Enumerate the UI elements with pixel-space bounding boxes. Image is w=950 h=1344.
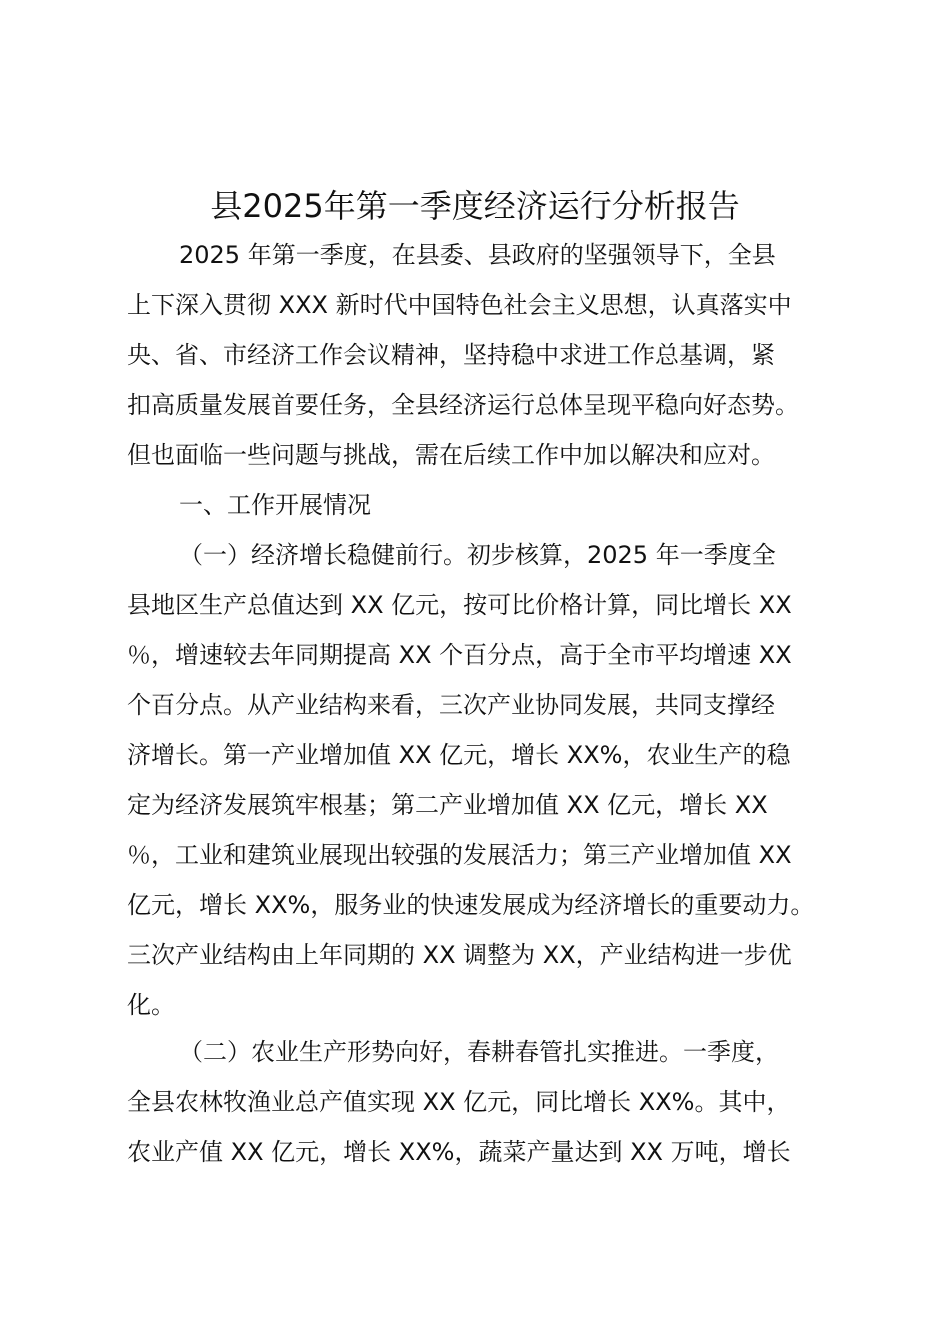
paragraph-agriculture [127,1027,839,1177]
text-line: 一、工作开展情况 [179,491,371,519]
text-line: 化。 [127,991,175,1019]
text-line: 但也面临一些问题与挑战，需在后续工作中加以解决和应对。 [127,441,775,469]
text-line: 三次产业结构由上年同期的 XX 调整为 XX，产业结构进一步优 [127,941,792,969]
text-line: 扣高质量发展首要任务，全县经济运行总体呈现平稳向好态势。 [127,391,799,419]
text-line: 个百分点。从产业结构来看，三次产业协同发展，共同支撑经 [127,691,775,719]
text-line: 央、省、市经济工作会议精神，坚持稳中求进工作总基调，紧 [127,341,775,369]
text-line: （二）农业生产形势向好，春耕春管扎实推进。一季度， [179,1038,779,1066]
text-line: ％，工业和建筑业展现出较强的发展活力；第三产业增加值 XX [127,841,792,869]
text-line: 上下深入贯彻 XXX 新时代中国特色社会主义思想，认真落实中 [127,291,792,319]
text-line: 农业产值 XX 亿元，增长 XX%，蔬菜产量达到 XX 万吨，增长 [127,1138,791,1166]
text-line: 定为经济发展筑牢根基；第二产业增加值 XX 亿元，增长 XX [127,791,768,819]
text-line: （一）经济增长稳健前行。初步核算，2025 年一季度全 [179,541,776,569]
text-line: 全县农林牧渔业总产值实现 XX 亿元，同比增长 XX%。其中， [127,1088,791,1116]
document-title: 县2025年第一季度经济运行分析报告 [210,187,740,225]
text-line: 亿元，增长 XX%，服务业的快速发展成为经济增长的重要动力。 [127,891,815,919]
text-line: 县地区生产总值达到 XX 亿元，按可比价格计算，同比增长 XX [127,591,792,619]
text-line: 2025 年第一季度，在县委、县政府的坚强领导下，全县 [179,241,776,269]
text-line: 济增长。第一产业增加值 XX 亿元，增长 XX%，农业生产的稳 [127,741,791,769]
paragraph-intro [127,230,839,480]
section-heading [127,480,839,530]
text-line: ％，增速较去年同期提高 XX 个百分点，高于全市平均增速 XX [127,641,792,669]
paragraph-economic-growth [127,530,839,1030]
